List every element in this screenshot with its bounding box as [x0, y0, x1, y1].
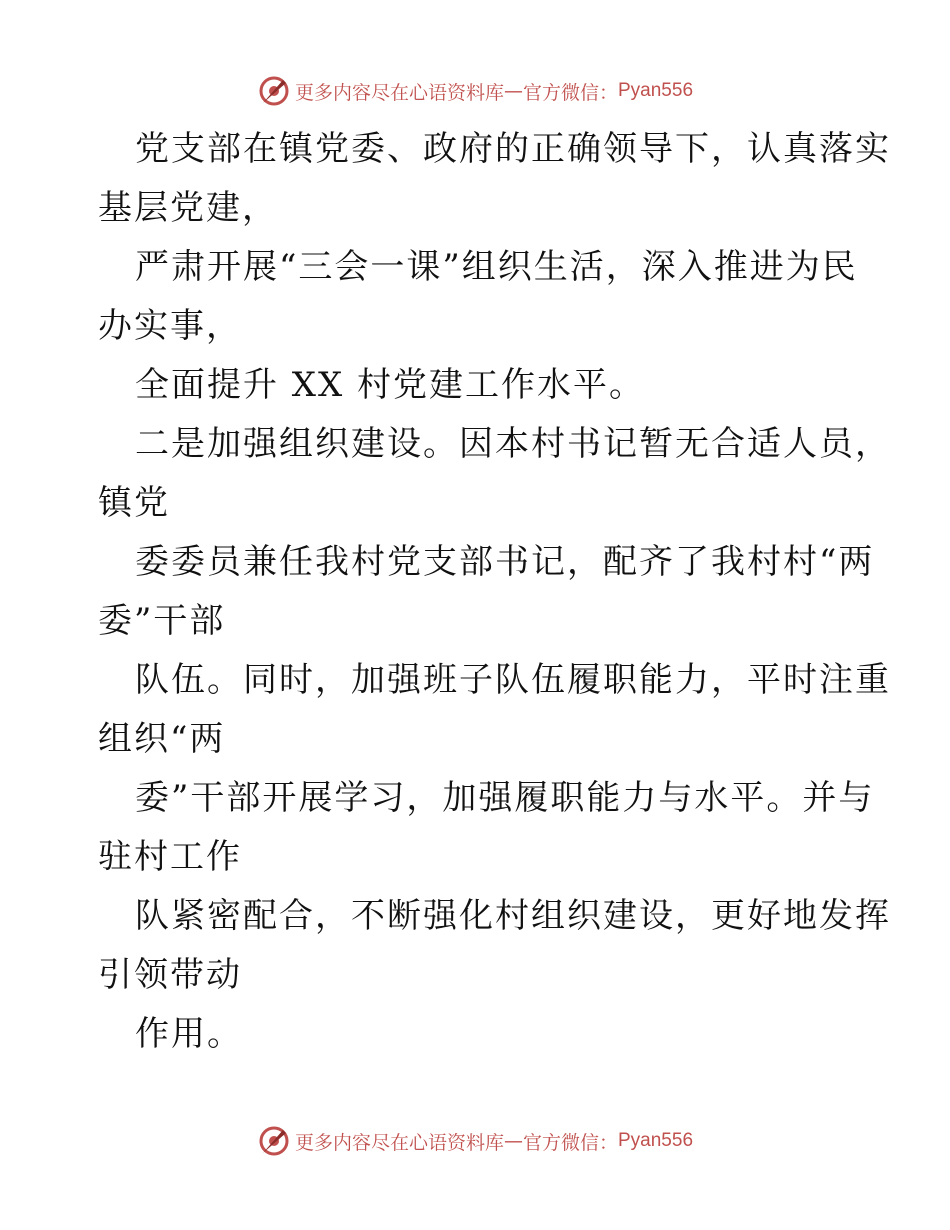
text-line: 作用。 — [135, 1014, 243, 1054]
text-line: 委委员兼任我村党支部书记，配齐了我村村“两 — [135, 542, 875, 582]
header-wechat-id: Pyan556 — [618, 80, 694, 101]
feather-pen-logo-icon — [257, 74, 291, 108]
text-line: 委”干部开展学习，加强履职能力与水平。并与 — [135, 778, 875, 818]
text-line: 引领带动 — [98, 955, 242, 995]
header-banner — [0, 74, 950, 108]
feather-pen-logo-icon — [257, 1124, 291, 1158]
text-line: 队伍。同时，加强班子队伍履职能力，平时注重 — [135, 660, 891, 700]
text-line: 基层党建， — [98, 188, 278, 228]
text-line: 驻村工作 — [98, 837, 242, 877]
text-line: 全面提升 XX 村党建工作水平。 — [135, 365, 646, 405]
document-body — [98, 120, 891, 1064]
text-line: 队紧密配合，不断强化村组织建设，更好地发挥 — [135, 896, 891, 936]
text-line: 二是加强组织建设。因本村书记暂无合适人员， — [135, 424, 891, 464]
header-site-name: 更多内容尽在心语资料库 — [294, 81, 504, 104]
text-line: 严肃开展“三会一课”组织生活，深入推进为民 — [135, 247, 858, 287]
footer-site-name: 更多内容尽在心语资料库 — [294, 1131, 504, 1154]
header-separator: — — [503, 80, 523, 102]
text-line: 镇党 — [98, 483, 170, 523]
footer-wechat-id: Pyan556 — [618, 1130, 694, 1151]
header-wechat-label: 官方微信： — [522, 81, 618, 104]
footer-separator: — — [503, 1130, 523, 1152]
text-line: 办实事， — [98, 306, 242, 346]
footer-banner — [0, 1124, 950, 1158]
footer-wechat-label: 官方微信： — [522, 1131, 618, 1154]
text-line: 组织“两 — [98, 719, 226, 759]
text-line: 党支部在镇党委、政府的正确领导下，认真落实 — [135, 129, 891, 169]
text-line: 委”干部 — [98, 601, 226, 641]
